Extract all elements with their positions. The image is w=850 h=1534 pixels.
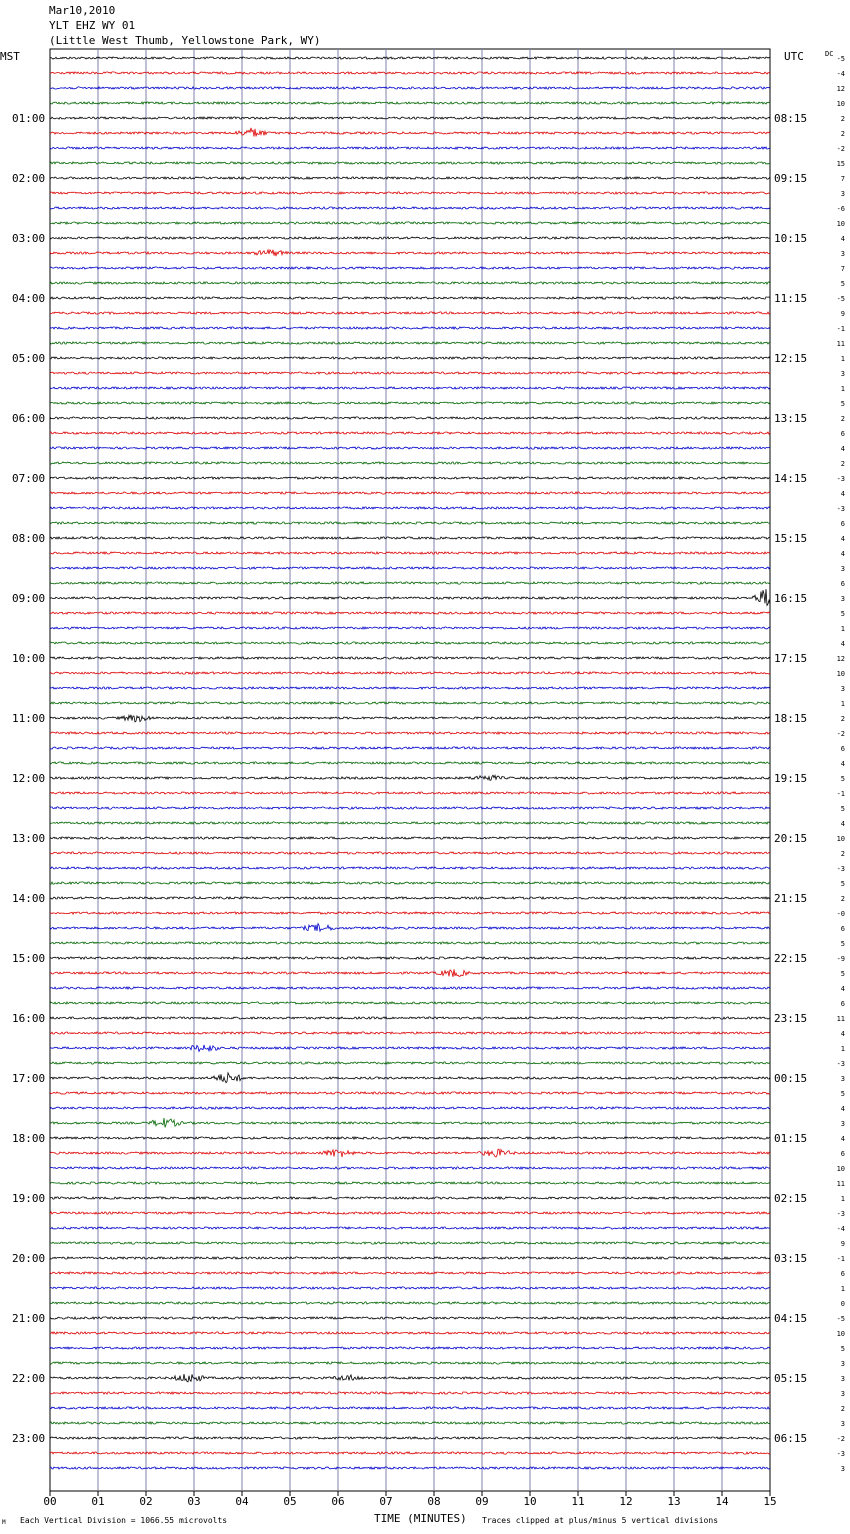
seismic-trace (50, 775, 770, 780)
utc-hour-label: 23:15 (774, 1012, 808, 1025)
seismic-trace (50, 1332, 770, 1334)
mst-hour-label: 23:00 (12, 1432, 46, 1445)
dc-offset-label: 6 (840, 430, 845, 438)
seismic-trace (50, 747, 770, 749)
dc-offset-label: 1 (840, 385, 845, 393)
seismic-trace (50, 432, 770, 434)
seismic-trace (50, 1242, 770, 1244)
dc-offset-label: -3 (836, 505, 845, 513)
seismic-trace (50, 312, 770, 314)
dc-offset-label: 4 (840, 640, 845, 648)
mst-hour-label: 12:00 (12, 772, 46, 785)
seismic-trace (50, 1374, 770, 1382)
x-tick-label: 12 (619, 1495, 633, 1508)
x-tick-label: 01 (91, 1495, 105, 1508)
seismic-trace (50, 852, 770, 854)
utc-hour-label: 15:15 (774, 532, 808, 545)
seismic-trace (50, 522, 770, 524)
dc-offset-label: -4 (836, 1225, 845, 1233)
dc-offset-label: 3 (840, 1360, 845, 1368)
x-tick-label: 00 (43, 1495, 57, 1508)
dc-offset-label: 9 (840, 310, 845, 318)
dc-offset-label: -0 (836, 910, 845, 918)
dc-offset-label: 5 (840, 805, 845, 813)
dc-offset-label: 1 (840, 1045, 845, 1053)
seismic-trace (50, 72, 770, 74)
seismic-trace (50, 1392, 770, 1394)
dc-offset-label: 4 (840, 820, 845, 828)
dc-offset-label: 7 (840, 265, 845, 273)
seismic-trace (50, 1032, 770, 1034)
dc-offset-label: 4 (840, 1030, 845, 1038)
mst-hour-label: 20:00 (12, 1252, 46, 1265)
utc-hour-label: 18:15 (774, 712, 808, 725)
seismic-trace (50, 237, 770, 239)
dc-offset-label: 5 (840, 775, 845, 783)
dc-offset-label: 2 (840, 415, 845, 423)
seismic-trace (50, 492, 770, 494)
seismic-trace (50, 372, 770, 374)
dc-offset-label: 6 (840, 520, 845, 528)
mst-hour-label: 06:00 (12, 412, 46, 425)
seismic-trace (50, 807, 770, 809)
seismic-trace (50, 1197, 770, 1199)
dc-offset-label: 2 (840, 1405, 845, 1413)
utc-hour-label: 16:15 (774, 592, 808, 605)
seismic-trace (50, 1362, 770, 1364)
location-label: (Little West Thumb, Yellowstone Park, WY) (49, 34, 321, 47)
mst-hour-label: 09:00 (12, 592, 46, 605)
seismic-trace (50, 582, 770, 584)
seismic-trace (50, 1045, 770, 1051)
seismic-trace (50, 57, 770, 59)
utc-axis-title: UTC (784, 50, 804, 63)
dc-offset-label: 10 (836, 1330, 845, 1338)
utc-hour-label: 14:15 (774, 472, 808, 485)
mst-hour-label: 19:00 (12, 1192, 46, 1205)
seismic-trace (50, 924, 770, 932)
seismic-trace (50, 1257, 770, 1259)
seismic-trace (50, 912, 770, 914)
dc-offset-label: 2 (840, 460, 845, 468)
dc-offset-label: 9 (840, 1240, 845, 1248)
seismic-trace (50, 162, 770, 164)
x-tick-label: 02 (139, 1495, 153, 1508)
seismic-trace (50, 207, 770, 209)
seismic-trace (50, 762, 770, 764)
dc-offset-label: 5 (840, 880, 845, 888)
utc-hour-label: 20:15 (774, 832, 808, 845)
dc-offset-label: 2 (840, 130, 845, 138)
dc-offset-label: -1 (836, 1255, 845, 1263)
dc-offset-label: 2 (840, 895, 845, 903)
dc-offset-label: 11 (836, 1015, 845, 1023)
seismic-trace (50, 1452, 770, 1454)
seismic-trace (50, 642, 770, 644)
seismic-trace (50, 657, 770, 659)
dc-offset-label: -5 (836, 295, 845, 303)
corner-mark: M (2, 1519, 6, 1526)
seismic-trace (50, 942, 770, 944)
seismic-trace (50, 1167, 770, 1169)
dc-offset-label: 11 (836, 1180, 845, 1188)
seismic-trace (50, 147, 770, 149)
dc-offset-label: -3 (836, 1210, 845, 1218)
seismic-trace (50, 612, 770, 614)
seismic-trace (50, 1182, 770, 1184)
dc-offset-label: 11 (836, 340, 845, 348)
mst-hour-label: 05:00 (12, 352, 46, 365)
seismic-trace (50, 462, 770, 464)
x-tick-label: 05 (283, 1495, 297, 1508)
seismic-trace (50, 87, 770, 89)
plot-frame (50, 49, 770, 1491)
x-tick-label: 11 (571, 1495, 585, 1508)
utc-hour-label: 17:15 (774, 652, 808, 665)
dc-offset-label: 4 (840, 985, 845, 993)
seismic-trace (50, 327, 770, 329)
seismic-trace (50, 589, 770, 605)
seismic-trace (50, 387, 770, 389)
dc-offset-label: 3 (840, 685, 845, 693)
seismic-trace (50, 822, 770, 824)
seismic-trace (50, 1118, 770, 1127)
dc-offset-label: 3 (840, 565, 845, 573)
mst-hour-label: 16:00 (12, 1012, 46, 1025)
scale-note: Each Vertical Division = 1066.55 microvolts (20, 1516, 228, 1525)
seismic-trace (50, 1212, 770, 1214)
mst-hour-label: 13:00 (12, 832, 46, 845)
dc-offset-label: 10 (836, 835, 845, 843)
dc-offset-label: 10 (836, 670, 845, 678)
seismic-trace (50, 702, 770, 704)
dc-offset-label: 12 (836, 655, 845, 663)
station-label: YLT EHZ WY 01 (49, 19, 136, 32)
seismic-trace (50, 1092, 770, 1094)
dc-offset-label: 5 (840, 280, 845, 288)
utc-hour-label: 02:15 (774, 1192, 808, 1205)
seismic-trace (50, 417, 770, 419)
dc-offset-label: 3 (840, 1375, 845, 1383)
seismic-trace (50, 192, 770, 194)
dc-offset-label: 3 (840, 370, 845, 378)
dc-offset-label: 6 (840, 1270, 845, 1278)
seismic-trace (50, 969, 770, 977)
x-tick-label: 03 (187, 1495, 201, 1508)
dc-offset-label: -3 (836, 1450, 845, 1458)
mst-hour-label: 11:00 (12, 712, 46, 725)
seismic-trace (50, 537, 770, 539)
seismic-trace (50, 732, 770, 734)
utc-hour-label: 04:15 (774, 1312, 808, 1325)
dc-column-title: DC (825, 50, 834, 58)
dc-offset-label: 3 (840, 1420, 845, 1428)
dc-offset-label: 3 (840, 1390, 845, 1398)
seismic-trace (50, 177, 770, 179)
dc-offset-label: 10 (836, 220, 845, 228)
seismic-trace (50, 1149, 770, 1157)
mst-hour-label: 04:00 (12, 292, 46, 305)
dc-offset-label: 4 (840, 535, 845, 543)
utc-hour-label: 13:15 (774, 412, 808, 425)
seismic-trace (50, 1347, 770, 1349)
x-tick-label: 04 (235, 1495, 249, 1508)
dc-offset-label: 4 (840, 235, 845, 243)
dc-offset-label: 5 (840, 610, 845, 618)
seismic-trace (50, 507, 770, 509)
seismic-trace (50, 447, 770, 449)
mst-hour-label: 10:00 (12, 652, 46, 665)
dc-offset-label: 5 (840, 1345, 845, 1353)
dc-offset-label: 1 (840, 700, 845, 708)
seismic-trace (50, 715, 770, 722)
dc-offset-label: 3 (840, 1465, 845, 1473)
seismic-trace (50, 250, 770, 256)
dc-offset-label: 12 (836, 85, 845, 93)
mst-hour-label: 07:00 (12, 472, 46, 485)
seismic-trace (50, 957, 770, 959)
seismic-trace (50, 882, 770, 884)
dc-offset-label: 5 (840, 1090, 845, 1098)
dc-offset-label: 2 (840, 115, 845, 123)
seismic-trace (50, 687, 770, 689)
mst-hour-label: 18:00 (12, 1132, 46, 1145)
dc-offset-label: 4 (840, 490, 845, 498)
mst-hour-label: 21:00 (12, 1312, 46, 1325)
dc-offset-label: 3 (840, 1120, 845, 1128)
dc-offset-label: 3 (840, 250, 845, 258)
dc-offset-label: 0 (840, 1300, 845, 1308)
seismic-trace (50, 987, 770, 989)
utc-hour-label: 00:15 (774, 1072, 808, 1085)
utc-hour-label: 06:15 (774, 1432, 808, 1445)
seismic-trace (50, 282, 770, 284)
seismic-trace (50, 1107, 770, 1109)
dc-offset-label: 6 (840, 580, 845, 588)
dc-offset-label: 4 (840, 1135, 845, 1143)
clip-note: Traces clipped at plus/minus 5 vertical divisions (482, 1516, 719, 1525)
dc-offset-label: 1 (840, 355, 845, 363)
seismic-trace (50, 1272, 770, 1274)
mst-axis-title: MST (0, 50, 20, 63)
seismic-trace (50, 1302, 770, 1304)
dc-offset-label: -9 (836, 955, 845, 963)
seismic-trace (50, 297, 770, 299)
utc-hour-label: 01:15 (774, 1132, 808, 1145)
utc-hour-label: 10:15 (774, 232, 808, 245)
utc-hour-label: 05:15 (774, 1372, 808, 1385)
dc-offset-label: 1 (840, 625, 845, 633)
seismic-trace (50, 1287, 770, 1289)
dc-offset-label: -2 (836, 145, 845, 153)
x-tick-label: 15 (763, 1495, 777, 1508)
utc-hour-label: 03:15 (774, 1252, 808, 1265)
dc-offset-label: 4 (840, 1105, 845, 1113)
seismic-trace (50, 1407, 770, 1409)
dc-offset-label: 6 (840, 925, 845, 933)
seismic-trace (50, 1002, 770, 1004)
date-label: Mar10,2010 (49, 4, 116, 17)
seismic-trace (50, 792, 770, 794)
dc-offset-label: 10 (836, 1165, 845, 1173)
utc-hour-label: 21:15 (774, 892, 808, 905)
seismic-trace (50, 1467, 770, 1469)
seismic-trace (50, 357, 770, 359)
dc-offset-label: 4 (840, 550, 845, 558)
dc-offset-label: 3 (840, 190, 845, 198)
mst-hour-label: 08:00 (12, 532, 46, 545)
dc-offset-label: 5 (840, 970, 845, 978)
dc-offset-label: -3 (836, 1060, 845, 1068)
dc-offset-label: 3 (840, 595, 845, 603)
seismic-trace (50, 342, 770, 344)
dc-offset-label: 7 (840, 175, 845, 183)
dc-offset-label: 3 (840, 1075, 845, 1083)
utc-hour-label: 11:15 (774, 292, 808, 305)
seismic-trace (50, 1062, 770, 1064)
seismic-trace (50, 128, 770, 137)
dc-offset-label: 6 (840, 1000, 845, 1008)
mst-hour-label: 15:00 (12, 952, 46, 965)
dc-offset-label: 2 (840, 850, 845, 858)
utc-hour-label: 08:15 (774, 112, 808, 125)
x-tick-label: 13 (667, 1495, 681, 1508)
mst-hour-label: 22:00 (12, 1372, 46, 1385)
seismic-trace (50, 222, 770, 224)
dc-offset-label: 15 (836, 160, 845, 168)
seismic-trace (50, 117, 770, 119)
mst-hour-label: 14:00 (12, 892, 46, 905)
mst-hour-label: 17:00 (12, 1072, 46, 1085)
mst-hour-label: 02:00 (12, 172, 46, 185)
utc-hour-label: 22:15 (774, 952, 808, 965)
x-tick-label: 10 (523, 1495, 537, 1508)
x-tick-label: 07 (379, 1495, 393, 1508)
x-tick-label: 06 (331, 1495, 345, 1508)
x-axis-title: TIME (MINUTES) (374, 1512, 467, 1525)
dc-offset-label: 1 (840, 1195, 845, 1203)
dc-offset-label: 4 (840, 760, 845, 768)
dc-offset-label: 6 (840, 745, 845, 753)
dc-offset-label: -5 (836, 1315, 845, 1323)
dc-offset-label: 1 (840, 1285, 845, 1293)
seismic-trace (50, 867, 770, 869)
seismic-trace (50, 1422, 770, 1424)
utc-hour-label: 12:15 (774, 352, 808, 365)
seismic-trace (50, 1437, 770, 1439)
dc-offset-label: -4 (836, 70, 845, 78)
seismic-trace (50, 1073, 770, 1083)
dc-offset-label: -3 (836, 475, 845, 483)
x-tick-label: 08 (427, 1495, 441, 1508)
seismic-trace (50, 1227, 770, 1229)
seismic-trace (50, 1137, 770, 1139)
mst-hour-label: 01:00 (12, 112, 46, 125)
seismic-trace (50, 267, 770, 269)
dc-offset-label: -2 (836, 730, 845, 738)
seismic-trace (50, 402, 770, 404)
dc-offset-label: -1 (836, 790, 845, 798)
seismic-trace (50, 627, 770, 629)
seismic-trace (50, 552, 770, 554)
dc-offset-label: 5 (840, 400, 845, 408)
dc-offset-label: 5 (840, 940, 845, 948)
seismic-trace (50, 897, 770, 899)
seismic-trace (50, 837, 770, 839)
mst-hour-label: 03:00 (12, 232, 46, 245)
dc-offset-label: 10 (836, 100, 845, 108)
utc-hour-label: 09:15 (774, 172, 808, 185)
seismic-trace (50, 672, 770, 674)
utc-hour-label: 19:15 (774, 772, 808, 785)
seismic-trace (50, 477, 770, 479)
dc-offset-label: 4 (840, 445, 845, 453)
seismic-trace (50, 102, 770, 104)
x-tick-label: 09 (475, 1495, 489, 1508)
seismic-trace (50, 1317, 770, 1319)
dc-offset-label: -6 (836, 205, 845, 213)
x-tick-label: 14 (715, 1495, 729, 1508)
dc-offset-label: -5 (836, 55, 845, 63)
seismic-trace (50, 1017, 770, 1019)
dc-offset-label: -3 (836, 865, 845, 873)
dc-offset-label: 2 (840, 715, 845, 723)
seismic-trace (50, 567, 770, 569)
dc-offset-label: -1 (836, 325, 845, 333)
dc-offset-label: -2 (836, 1435, 845, 1443)
dc-offset-label: 6 (840, 1150, 845, 1158)
